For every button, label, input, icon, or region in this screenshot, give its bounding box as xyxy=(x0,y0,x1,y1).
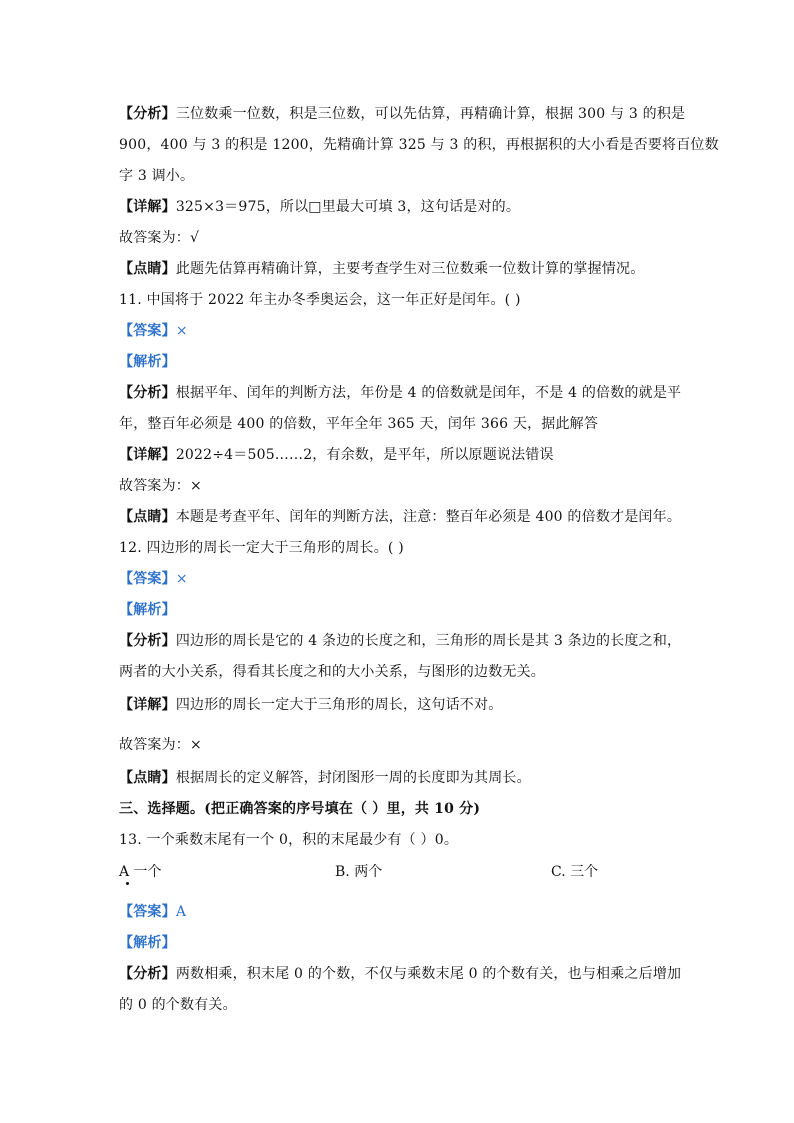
text-line: 字 3 调小。 xyxy=(119,168,195,184)
comment-line: 【点睛】本题是考查平年、闰年的判断方法，注意：整百年必须是 400 的倍数才是闰年。 xyxy=(119,509,682,525)
comment-line: 【点睛】此题先估算再精确计算，主要考查学生对三位数乘一位数计算的掌握情况。 xyxy=(119,261,645,277)
explanation-tag-line: 【解析】 xyxy=(119,354,176,370)
answer-line: 故答案为：× xyxy=(119,478,202,494)
option-c: C. 三个 xyxy=(551,864,599,880)
text-line: 的 0 的个数有关。 xyxy=(119,997,237,1013)
text-line: 年，整百年必须是 400 的倍数，平年全年 365 天，闰年 366 天，据此解答 xyxy=(119,416,599,432)
section-heading: 三、选择题。(把正确答案的序号填在（ ）里，共 10 分) xyxy=(119,801,481,817)
analysis-line: 【分析】三位数乘一位数，积是三位数，可以先估算，再精确计算，根据 300 与 3 的积是 xyxy=(119,106,686,122)
answer-tag-line: 【答案】A xyxy=(119,904,187,920)
option-a-dot xyxy=(126,882,129,885)
explanation-tag-line: 【解析】 xyxy=(119,935,176,951)
analysis-line: 【分析】四边形的周长是它的 4 条边的长度之和，三角形的周长是其 3 条边的长度之和， xyxy=(119,633,682,649)
comment-line: 【点睛】根据周长的定义解答，封闭图形一周的长度即为其周长。 xyxy=(119,770,531,786)
detail-line: 【详解】四边形的周长一定大于三角形的周长，这句话不对。 xyxy=(119,697,503,713)
question-12: 12. 四边形的周长一定大于三角形的周长。( ) xyxy=(119,540,404,556)
detail-line: 【详解】2022÷4＝505……2，有余数，是平年，所以原题说法错误 xyxy=(119,447,554,463)
analysis-line: 【分析】根据平年、闰年的判断方法，年份是 4 的倍数就是闰年，不是 4 的倍数的就是平 xyxy=(119,385,682,401)
answer-line: 故答案为：√ xyxy=(119,230,200,246)
text-line: 两者的大小关系，得看其长度之和的大小关系，与图形的边数无关。 xyxy=(119,664,545,680)
answer-line: 故答案为：× xyxy=(119,737,202,753)
analysis-line: 【分析】两数相乘，积末尾 0 的个数，不仅与乘数末尾 0 的个数有关，也与相乘之后增加 xyxy=(119,966,682,982)
option-b: B. 两个 xyxy=(335,864,383,880)
answer-tag-line: 【答案】× xyxy=(119,323,188,339)
text-line: 900，400 与 3 的积是 1200，先精确计算 325 与 3 的积，再根据积的大小看是否要将百位数 xyxy=(119,137,719,153)
detail-line: 【详解】325×3＝975，所以□里最大可填 3，这句话是对的。 xyxy=(119,199,521,215)
question-11: 11. 中国将于 2022 年主办冬季奥运会，这一年正好是闰年。( ) xyxy=(119,292,521,308)
answer-tag-line: 【答案】× xyxy=(119,571,188,587)
explanation-tag-line: 【解析】 xyxy=(119,602,176,618)
question-13: 13. 一个乘数末尾有一个 0，积的末尾最少有（ ）0。 xyxy=(119,832,459,848)
option-a: A 一个 xyxy=(119,864,162,880)
